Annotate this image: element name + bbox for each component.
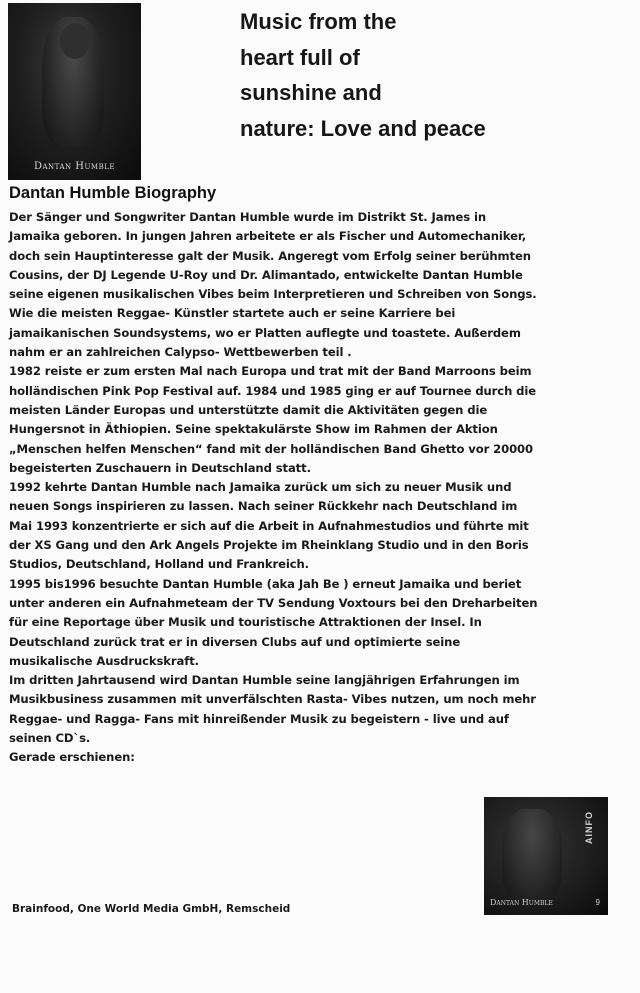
release-strip-text: AINFO (584, 811, 594, 844)
release-artist-silhouette (502, 809, 562, 899)
new-release-cover-image (484, 797, 608, 915)
biography-title: Dantan Humble Biography (9, 184, 217, 202)
album-cover-image (8, 3, 141, 180)
cover-artist-name: Dantan Humble (33, 161, 116, 172)
artist-head-silhouette (60, 23, 90, 59)
headline: Music from the heart full of sunshine and nature: Love and peace (240, 9, 486, 141)
release-number: 9 (595, 898, 600, 907)
publisher-footer: Brainfood, One World Media GmbH, Remscheid (12, 903, 291, 915)
release-artist-name: Dantan Humble (490, 898, 553, 907)
biography-body: Der Sänger und Songwriter Dantan Humble wurde im Distrikt St. James in Jamaika geboren. In jungen Jahren arbeitete er als Fischer und Automechaniker, doch sein Hauptinteresse galt der Musik. Angeregt vom Erfolg seiner berühmten Cousins, der DJ Legende U-Roy und Dr. Alimantado, entwickelte Dantan Humble seine eigenen musikalischen Vibes beim Interpretieren und Schreiben von Songs. Wie die meisten Reggae- Künstler startete auch er seine Karriere bei jamaikanischen Soundsystems, wo er Platten auflegte und toastete. Außerdem nahm er an zahlreichen Calypso- Wettbewerben teil . 1982 reiste er zum ersten Mal nach Europa und trat mit der Band Marroons beim holländischen Pink Pop Festival auf. 1984 und 1985 ging er auf Tournee durch die meisten Länder Europas und unterstützte damit die Aktivitäten gegen die Hungersnot in Äthiopien. Seine spektakulärste Show im Rahmen der Aktion „Menschen helfen Menschen“ fand mit der holländischen Band Ghetto vor 20000 begeisterten Zuschauern in Deutschland statt. 1992 kehrte Dantan Humble nach Jamaika zurück um sich zu neuer Musik und neuen Songs inspirieren zu lassen. Nach seiner Rückkehr nach Deutschland im Mai 1993 konzentrierte er sich auf die Arbeit in Aufnahmestudios und führte mit der XS Gang und den Ark Angels Projekte im Rheinklang Studio und in den Boris Studios, Deutschland, Holland und Frankreich. 1995 bis1996 besuchte Dantan Humble (aka Jah Be ) erneut Jamaika und beriet unter anderen ein Aufnahmeteam der TV Sendung Voxtours bei den Dreharbeiten für eine Reportage über Musik und touristische Attraktionen der Insel. In Deutschland zurück trat er in diversen Clubs auf und optimierte seine musikalische Ausdruckskraft. Im dritten Jahrtausend wird Dantan Humble seine langjährigen Erfahrungen im Musikbusiness zusammen mit unverfälschten Rasta- Vibes nutzen, um noch mehr Reggae- und Ragga- Fans mit hinreißender Musik zu begeistern - live und auf seinen CD`s. Gerade erschienen: (9, 210, 538, 765)
